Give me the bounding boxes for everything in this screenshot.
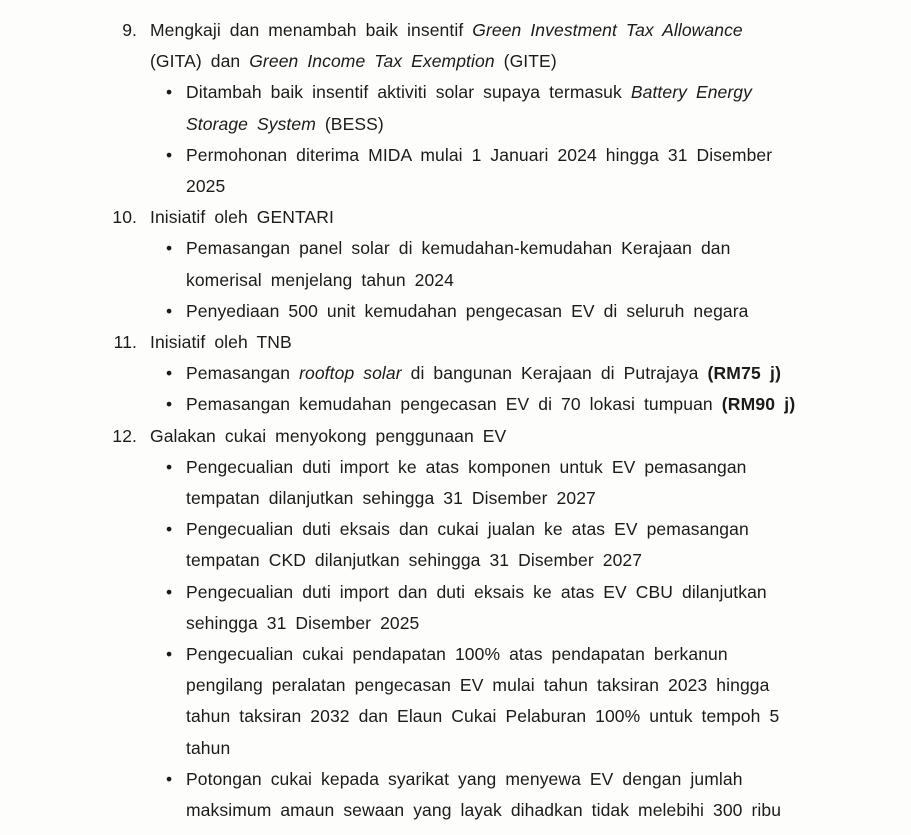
text-line (186, 577, 911, 608)
text-line (186, 764, 911, 795)
item-body (150, 15, 911, 77)
bullet-body (186, 358, 911, 389)
body-text: Pengecualian duti import dan duti eksais ke atas EV CBU dilanjutkan (186, 581, 767, 602)
bullet-item (0, 358, 911, 389)
body-text: di bangunan Kerajaan di Putrajaya (401, 363, 708, 384)
bullet-body (186, 296, 911, 327)
item-number: 9. (122, 20, 137, 40)
list-item-11 (0, 327, 911, 358)
list-item-9 (0, 15, 911, 77)
bullet-item (0, 233, 911, 295)
text-line (186, 77, 911, 108)
item-body (150, 421, 911, 452)
bullet-body (186, 452, 911, 514)
body-text: Inisiatif oleh GENTARI (150, 207, 334, 228)
text-line (186, 701, 911, 732)
body-text: maksimum amaun sewaan yang layak dihadkan tidak melebihi 300 ribu (186, 800, 782, 821)
text-line (186, 109, 911, 140)
bullet-item (0, 639, 911, 764)
text-line (186, 608, 911, 639)
italic-term: Green Investment Tax Allowance (472, 20, 743, 40)
text-line (186, 483, 911, 514)
item-number: 12. (112, 425, 137, 446)
text-line (150, 202, 911, 233)
body-text: tahun taksiran 2032 dan Elaun Cukai Pelaburan 100% untuk tempoh 5 (186, 706, 780, 727)
bullet-marker-icon: • (166, 363, 173, 384)
body-text: Pemasangan kemudahan pengecasan EV di 70 lokasi tumpuan (186, 394, 722, 415)
bullet-item (0, 514, 911, 576)
bullet-item (0, 389, 911, 420)
bullet-marker-icon: • (166, 519, 173, 540)
text-line (186, 733, 911, 764)
bullet-item (0, 452, 911, 514)
item-body (150, 327, 911, 358)
bullet-marker-icon: • (166, 581, 173, 602)
body-text: Pengecualian duti eksais dan cukai jualan ke atas EV pemasangan (186, 519, 749, 540)
body-text: Pemasangan panel solar di kemudahan-kemudahan Kerajaan dan (186, 238, 731, 259)
bullet-body (186, 140, 911, 202)
bullet-marker-icon: • (166, 300, 173, 321)
body-text: Mengkaji dan menambah baik insentif (150, 20, 473, 40)
italic-term: Battery Energy (630, 82, 752, 103)
body-text: tahun (186, 737, 231, 758)
item-body (150, 202, 911, 233)
body-text: Pemasangan (186, 363, 300, 384)
bullet-marker-icon: • (166, 238, 173, 259)
body-text: pengilang peralatan pengecasan EV mulai tahun taksiran 2023 hingga (186, 675, 770, 696)
amount-text: (RM75 j) (707, 363, 782, 384)
body-text: Pengecualian duti import ke atas komponen untuk EV pemasangan (186, 456, 747, 477)
text-line (186, 296, 911, 327)
bullet-item (0, 577, 911, 639)
bullet-body (186, 514, 911, 576)
item-number: 11. (113, 332, 137, 353)
italic-term: Storage System (186, 113, 316, 134)
bullet-marker-icon: • (166, 456, 173, 477)
bullet-item (0, 77, 911, 139)
amount-text: (RM90 j) (721, 394, 796, 415)
body-text: sehingga 31 Disember 2025 (186, 612, 420, 633)
text-line (150, 15, 911, 46)
text-line (186, 171, 911, 202)
bullet-marker-icon: • (166, 394, 173, 415)
body-text: Permohonan diterima MIDA mulai 1 Januari 2024 hingga 31 Disember (186, 144, 773, 165)
text-line (186, 545, 911, 576)
item-number: 10. (112, 207, 137, 228)
bullet-marker-icon: • (166, 644, 173, 665)
text-line (186, 514, 911, 545)
body-text: Pengecualian cukai pendapatan 100% atas pendapatan berkanun (186, 644, 728, 665)
text-line (150, 327, 911, 358)
body-text: tempatan dilanjutkan sehingga 31 Disember 2027 (186, 488, 596, 509)
body-text: Penyediaan 500 unit kemudahan pengecasan EV di seluruh negara (186, 300, 749, 321)
bullet-body (186, 389, 911, 420)
bullet-item (0, 140, 911, 202)
document-list (0, 15, 911, 826)
bullet-body (186, 233, 911, 295)
text-line (186, 452, 911, 483)
bullet-marker-icon: • (166, 82, 173, 103)
text-line (186, 140, 911, 171)
text-line (186, 233, 911, 264)
text-line (186, 639, 911, 670)
body-text: tempatan CKD dilanjutkan sehingga 31 Disember 2027 (186, 550, 643, 571)
text-line (186, 795, 911, 826)
italic-term: rooftop solar (299, 363, 402, 384)
body-text: (GITA) dan (150, 51, 250, 72)
bullet-marker-icon: • (166, 768, 173, 789)
body-text: Galakan cukai menyokong penggunaan EV (150, 425, 507, 446)
bullet-body (186, 639, 911, 764)
list-item-10 (0, 202, 911, 233)
body-text: 2025 (186, 176, 226, 197)
body-text: komerisal menjelang tahun 2024 (186, 269, 454, 290)
bullet-item (0, 764, 911, 826)
bullet-body (186, 577, 911, 639)
body-text: Ditambah baik insentif aktiviti solar supaya termasuk (186, 82, 631, 103)
text-line (186, 670, 911, 701)
text-line (150, 46, 911, 77)
body-text: (BESS) (315, 113, 384, 134)
text-line (150, 421, 911, 452)
text-line (186, 389, 911, 420)
body-text: (GITE) (494, 51, 557, 72)
body-text: Potongan cukai kepada syarikat yang menyewa EV dengan jumlah (186, 768, 743, 789)
italic-term: Green Income Tax Exemption (249, 51, 495, 72)
bullet-item (0, 296, 911, 327)
body-text: Inisiatif oleh TNB (150, 332, 292, 353)
bullet-marker-icon: • (166, 144, 173, 165)
list-item-12 (0, 421, 911, 452)
text-line (186, 265, 911, 296)
bullet-body (186, 764, 911, 826)
bullet-body (186, 77, 911, 139)
text-line (186, 358, 911, 389)
